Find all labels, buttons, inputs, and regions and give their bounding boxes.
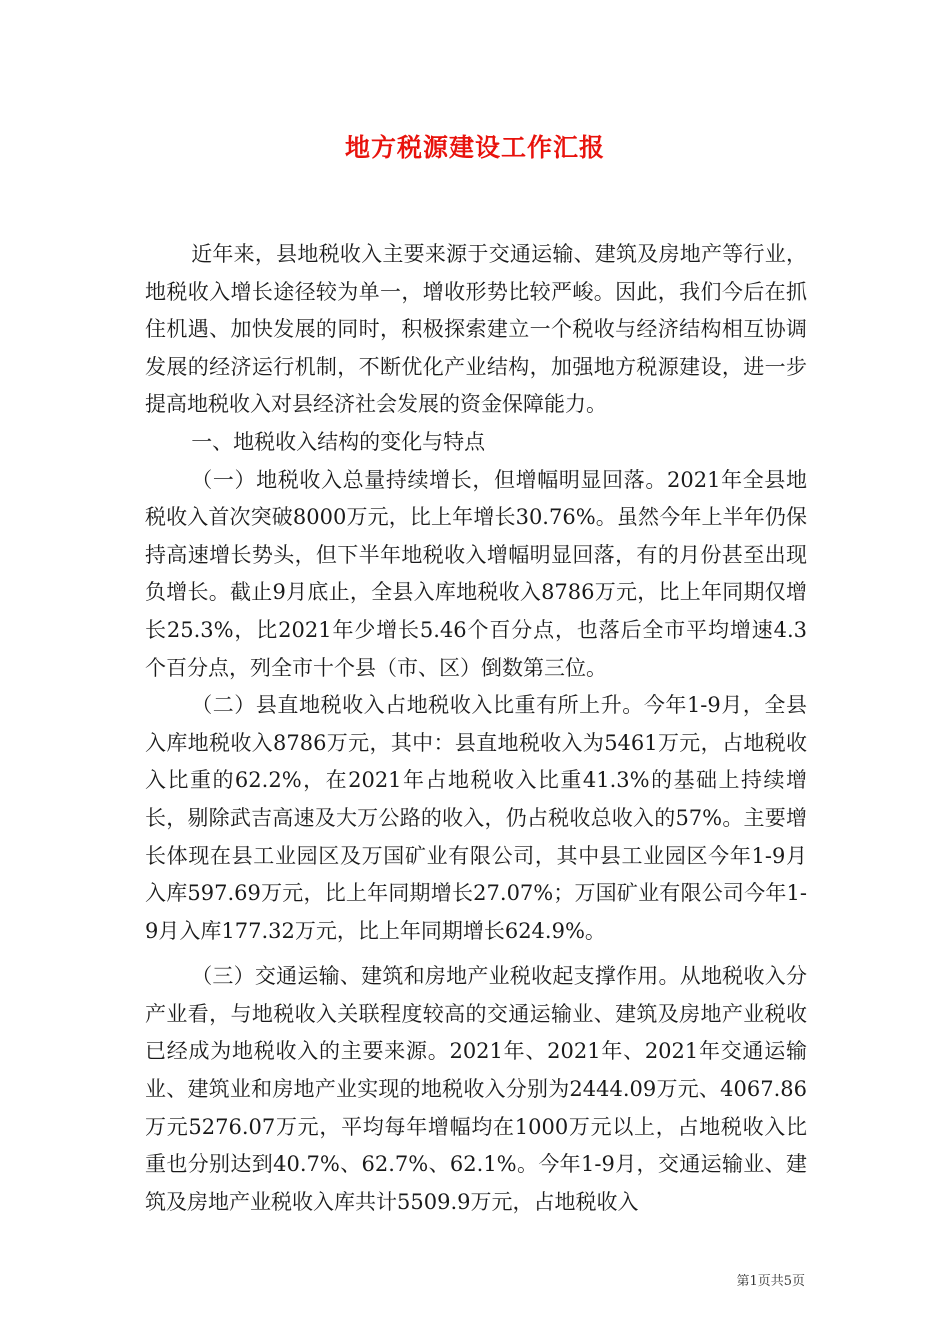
paragraph-subsection-2: （二）县直地税收入占地税收入比重有所上升。今年1-9月，全县入库地税收入8786万元，其中：县直地税收入为5461万元，占地税收入比重的62.2%，在2021年占地税收入比重41.3%的基础上持续增长，剔除武吉高速及大万公路的收入，仍占税收总收入的57%。主要增长体现在县工业园区及万国矿业有限公司，其中县工业园区今年1-9月入库597.69万元，比上年同期增长27.07%；万国矿业有限公司今年1-9月入库177.32万元，比上年同期增长624.9%。	[145, 693, 807, 943]
paragraph-subsection-1: （一）地税收入总量持续增长，但增幅明显回落。2021年全县地税收入首次突破8000万元，比上年增长30.76%。虽然今年上半年仍保持高速增长势头，但下半年地税收入增幅明显回落，有的月份甚至出现负增长。截止9月底止，全县入库地税收入8786万元，比上年同期仅增长25.3%，比2021年少增长5.46个百分点，也落后全市平均增速4.3个百分点，列全市十个县（市、区）倒数第三位。	[145, 467, 807, 680]
paragraph-subsection-3: （三）交通运输、建筑和房地产业税收起支撑作用。从地税收入分产业看，与地税收入关联程度较高的交通运输业、建筑及房地产业税收已经成为地税收入的主要来源。2021年、2021年、2021年交通运输业、建筑业和房地产业实现的地税收入分别为2444.09万元、4067.86万元5276.07万元，平均每年增幅均在1000万元以上，占地税收入比重也分别达到40.7%、62.7%、62.1%。今年1-9月，交通运输业、建筑及房地产业税收入库共计5509.9万元，占地税收入	[145, 964, 807, 1214]
document-title: 地方税源建设工作汇报	[344, 133, 605, 162]
page-number: 第1页共5页	[736, 1274, 805, 1289]
paragraph-intro: 近年来，县地税收入主要来源于交通运输、建筑及房地产等行业，地税收入增长途径较为单一，增收形势比较严峻。因此，我们今后在抓住机遇、加快发展的同时，积极探索建立一个税收与经济结构相互协调发展的经济运行机制，不断优化产业结构，加强地方税源建设，进一步提高地税收入对县经济社会发展的资金保障能力。	[145, 242, 807, 417]
section-heading-1: 一、地税收入结构的变化与特点	[191, 429, 486, 454]
document-body	[145, 236, 807, 1221]
